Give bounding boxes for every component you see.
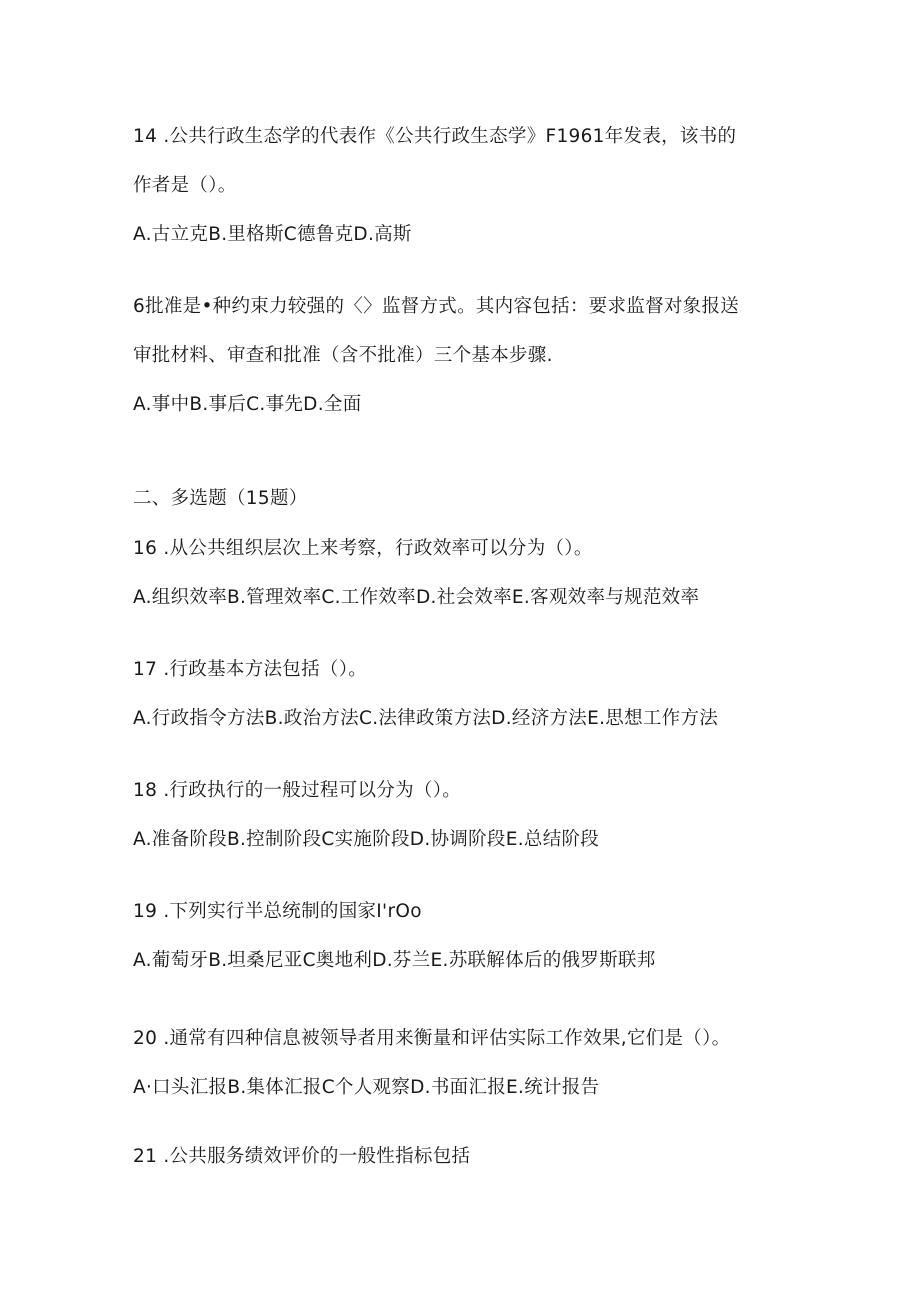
question-14-stem-line-2: 作者是（）。 <box>133 175 237 196</box>
question-14-options: A.古立克B.里格斯C德鲁克D.高斯 <box>133 224 412 245</box>
question-20-stem: 20 .通常有四种信息被领导者用来衡量和评估实际工作效果,它们是（）。 <box>133 1028 731 1049</box>
question-17-stem: 17 .行政基本方法包括（）。 <box>133 659 368 680</box>
question-19-options: A.葡萄牙B.坦桑尼亚C奥地利D.芬兰E.苏联解体后的俄罗斯联邦 <box>133 950 656 971</box>
question-16-stem: 16 .从公共组织层次上来考察，行政效率可以分为（）。 <box>133 538 593 559</box>
question-14-stem-line-1: 14 .公共行政生态学的代表作《公共行政生态学》F1961年发表，该书的 <box>133 126 737 147</box>
question-6-stem-line-1: 6批准是•种约束力较强的〈〉监督方式。其内容包括：要求监督对象报送 <box>133 296 740 317</box>
question-18-stem: 18 .行政执行的一般过程可以分为（）。 <box>133 780 462 801</box>
question-18-options: A.准备阶段B.控制阶段C实施阶段D.协调阶段E.总结阶段 <box>133 829 600 850</box>
section-heading-multiple-choice: 二、多选题（15题） <box>133 488 308 509</box>
question-20-options: A·口头汇报B.集体汇报C个人观察D.书面汇报E.统计报告 <box>133 1077 600 1098</box>
question-17-options: A.行政指令方法B.政治方法C.法律政策方法D.经济方法E.思想工作方法 <box>133 708 719 729</box>
question-19-stem: 19 .下列实行半总统制的国家I'rOo <box>133 901 422 922</box>
question-6-options: A.事中B.事后C.事先D.全面 <box>133 394 362 415</box>
question-6-stem-line-2: 审批材料、审查和批准（含不批准）三个基本步骤. <box>133 345 553 366</box>
question-21-stem: 21 .公共服务绩效评价的一般性指标包括 <box>133 1146 471 1167</box>
question-16-options: A.组织效率B.管理效率C.工作效率D.社会效率E.客观效率与规范效率 <box>133 587 700 608</box>
